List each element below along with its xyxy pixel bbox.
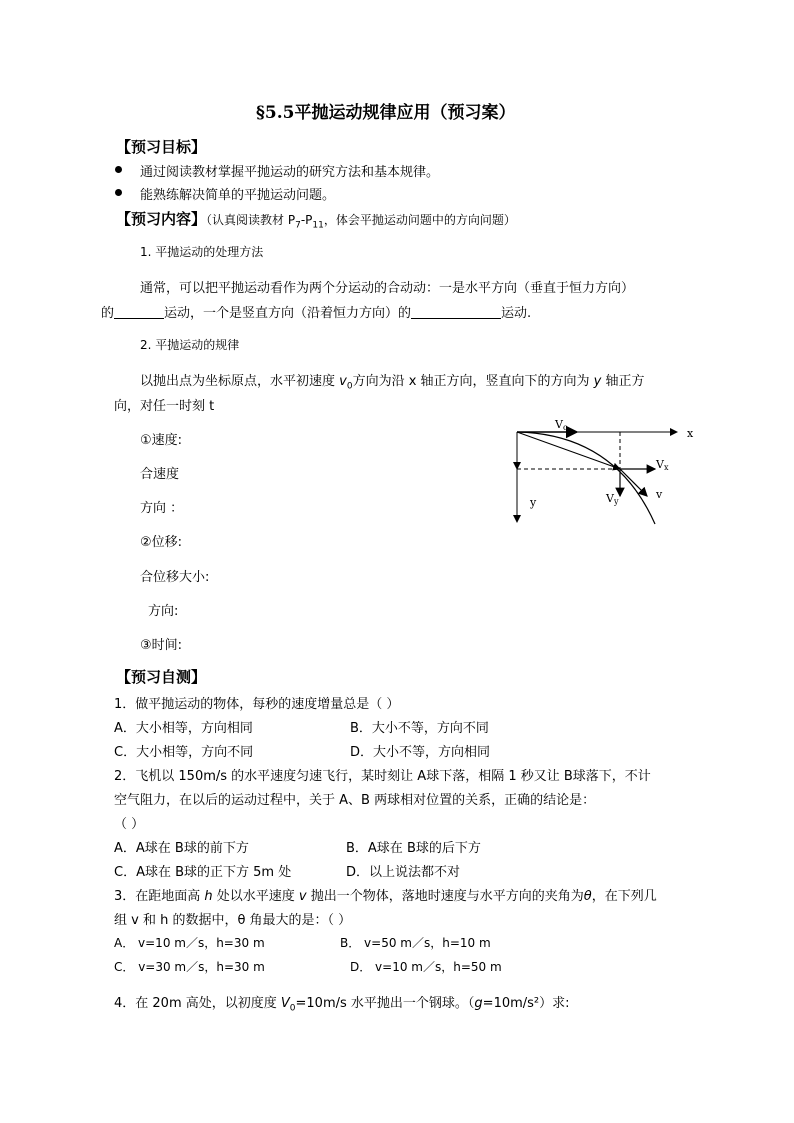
bullet-icon	[115, 189, 122, 196]
fill-blank[interactable]	[114, 306, 164, 319]
content-heading: 【预习内容】	[116, 210, 207, 228]
section-2-title: 2. 平抛运动的规律	[140, 338, 240, 352]
q1-stem: 1．做平抛运动的物体，每秒的速度增量总是（ ）	[114, 697, 400, 712]
v-arrow	[620, 469, 647, 496]
objective-item-1: 通过阅读教材掌握平抛运动的研究方法和基本规律。	[140, 165, 440, 180]
q2-option-d[interactable]: D．以上说法都不对	[346, 865, 461, 880]
q2-stem-line-1: 2．飞机以 150m/s 的水平速度匀速飞行，某时刻让 A球下落，相隔 1 秒又让 B球落下，不计	[114, 769, 651, 784]
selftest-heading: 【预习自测】	[116, 668, 207, 686]
q3-option-c[interactable]: C． v=30 m／s，h=30 m	[114, 960, 265, 974]
section-2-line-2: 向，对任一时刻 t	[114, 399, 215, 414]
displacement-arrow	[517, 432, 620, 469]
trajectory-curve	[517, 432, 655, 524]
vx-label: Vx	[656, 458, 669, 472]
projectile-diagram	[505, 412, 705, 530]
content-heading-line	[116, 208, 516, 230]
q2-option-b[interactable]: B．A球在 B球的后下方	[346, 841, 481, 856]
bullet-icon	[115, 166, 122, 173]
time-label: ③时间:	[140, 638, 183, 653]
q1-option-a[interactable]: A．大小相等，方向相同	[114, 721, 253, 736]
q1-option-d[interactable]: D．大小不等，方向相同	[350, 745, 491, 760]
vy-label: Vy	[606, 492, 619, 506]
section-1-line-1: 通常，可以把平抛运动看作为两个分运动的合动动：一是水平方向（垂直于恒力方向）	[140, 281, 635, 296]
page-title: §5.5平抛运动规律应用（预习案）	[256, 103, 516, 123]
objectives-heading: 【预习目标】	[116, 138, 207, 156]
q2-answer-blank: （ ）	[114, 817, 145, 832]
q1-option-c[interactable]: C．大小相等，方向不同	[114, 745, 254, 760]
q3-option-d[interactable]: D． v=10 m／s，h=50 m	[350, 960, 502, 974]
section-2-line-1: 以抛出点为坐标原点，水平初速度 $v_0$方向为沿 x 轴正方向，竖直向下的方向为 y 轴正方	[140, 374, 645, 392]
displacement-direction-label: 方向:	[148, 604, 179, 619]
section-1-line-2: 的 运动，一个是竖直方向（沿着恒力方向）的 运动.	[101, 306, 532, 321]
resultant-displacement-label: 合位移大小:	[140, 570, 210, 585]
velocity-label: ①速度:	[140, 433, 183, 448]
x-axis-label: x	[687, 427, 694, 440]
q4-stem: 4．在 20m 高处，以初度度 $V_0=10m/s$ 水平抛出一个钢球。（g=10m/s²）求:	[114, 996, 570, 1014]
section-1-title: 1. 平抛运动的处理方法	[140, 245, 264, 259]
resultant-velocity-label: 合速度	[140, 467, 180, 482]
q2-stem-line-2: 空气阻力，在以后的运动过程中，关于 A、B 两球相对位置的关系，正确的结论是：	[114, 793, 596, 808]
v0-label: Vo	[555, 418, 568, 432]
v-label: v	[656, 488, 663, 501]
velocity-direction-label: 方向 ：	[140, 501, 184, 516]
content-note: （认真阅读教材 $P_7-P_{11}$，体会平抛运动问题中的方向问题）	[206, 213, 516, 231]
q3-stem-line-1: 3．在距地面高 h 处以水平速度 v 抛出一个物体，落地时速度与水平方向的夹角为θ，在下列几	[114, 889, 657, 904]
q3-option-b[interactable]: B． v=50 m／s，h=10 m	[340, 936, 491, 950]
y-axis-label: y	[530, 496, 537, 509]
q3-stem-line-2: 组 v 和 h 的数据中，θ 角最大的是：（ ）	[114, 913, 352, 928]
objective-item-2: 能熟练解决简单的平抛运动问题。	[140, 188, 336, 203]
q2-option-c[interactable]: C．A球在 B球的正下方 5m 处	[114, 865, 292, 880]
q1-option-b[interactable]: B．大小不等，方向不同	[350, 721, 489, 736]
q2-option-a[interactable]: A．A球在 B球的前下方	[114, 841, 249, 856]
fill-blank[interactable]	[411, 306, 501, 319]
displacement-label: ②位移:	[140, 535, 183, 550]
q3-option-a[interactable]: A． v=10 m／s，h=30 m	[114, 936, 265, 950]
